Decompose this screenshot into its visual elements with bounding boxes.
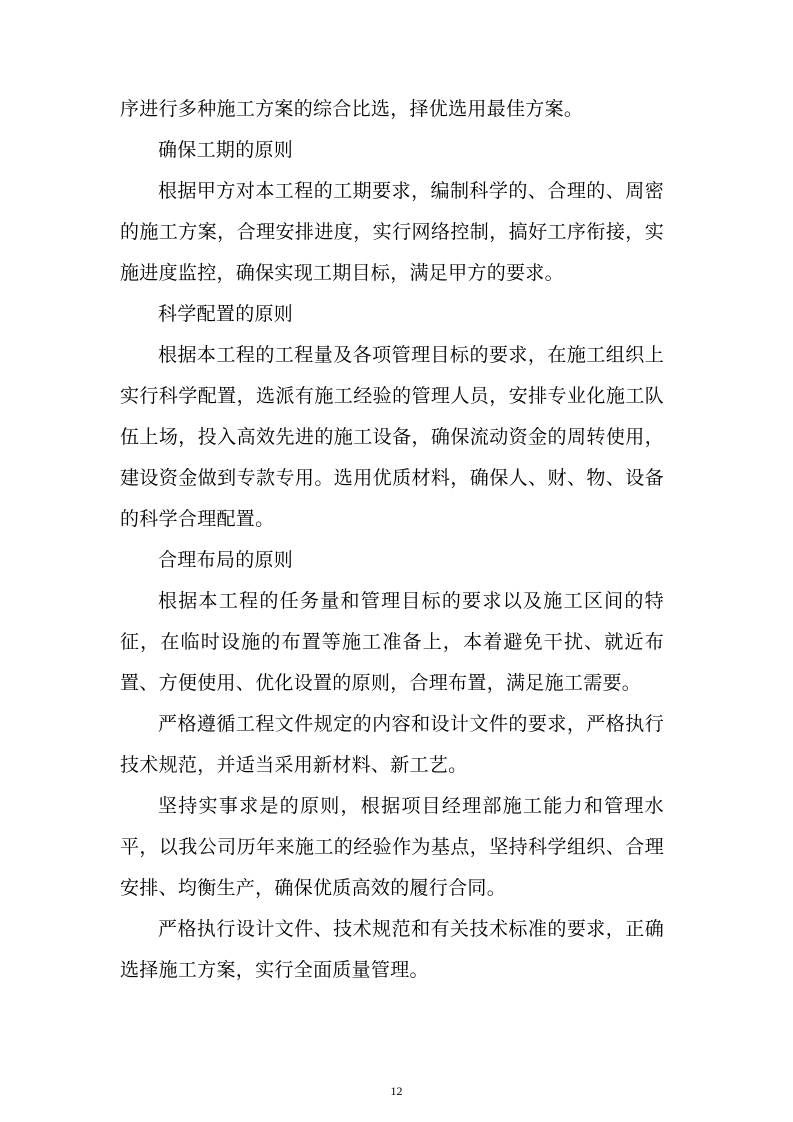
paragraph-scientific-allocation: 根据本工程的工程量及各项管理目标的要求，在施工组织上实行科学配置，选派有施工经验的管理人员，安排专业化施工队伍上场，投入高效先进的施工设备，确保流动资金的周转使用，建设资金做到专款专用。选用优质材料，确保人、财、物、设备的科学合理配置。 [120,344,664,530]
document-body [120,89,664,991]
heading-layout-principle: 合理布局的原则 [158,549,294,571]
paragraph-layout: 根据本工程的任务量和管理目标的要求以及施工区间的特征，在临时设施的布置等施工准备上，本着避免干扰、就近布置、方便使用、优化设置的原则，合理布置，满足施工需要。 [120,590,664,694]
paragraph-practical-principle: 坚持实事求是的原则，根据项目经理部施工能力和管理水平，以我公司历年来施工的经验作为基点，坚持科学组织、合理安排、均衡生产，确保优质高效的履行合同。 [120,795,664,899]
paragraph-engineering-documents: 严格遵循工程文件规定的内容和设计文件的要求，严格执行技术规范，并适当采用新材料、新工艺。 [120,713,664,776]
paragraph-design-standards: 严格执行设计文件、技术规范和有关技术标准的要求，正确选择施工方案，实行全面质量管理。 [120,918,664,981]
page-number: 12 [390,1084,403,1098]
paragraph-continuation: 序进行多种施工方案的综合比选，择优选用最佳方案。 [120,98,584,120]
heading-schedule-principle: 确保工期的原则 [158,139,294,161]
paragraph-schedule: 根据甲方对本工程的工期要求，编制科学的、合理的、周密的施工方案，合理安排进度，实行网络控制，搞好工序衔接，实施进度监控，确保实现工期目标，满足甲方的要求。 [120,180,664,284]
heading-scientific-allocation-principle: 科学配置的原则 [158,303,294,325]
